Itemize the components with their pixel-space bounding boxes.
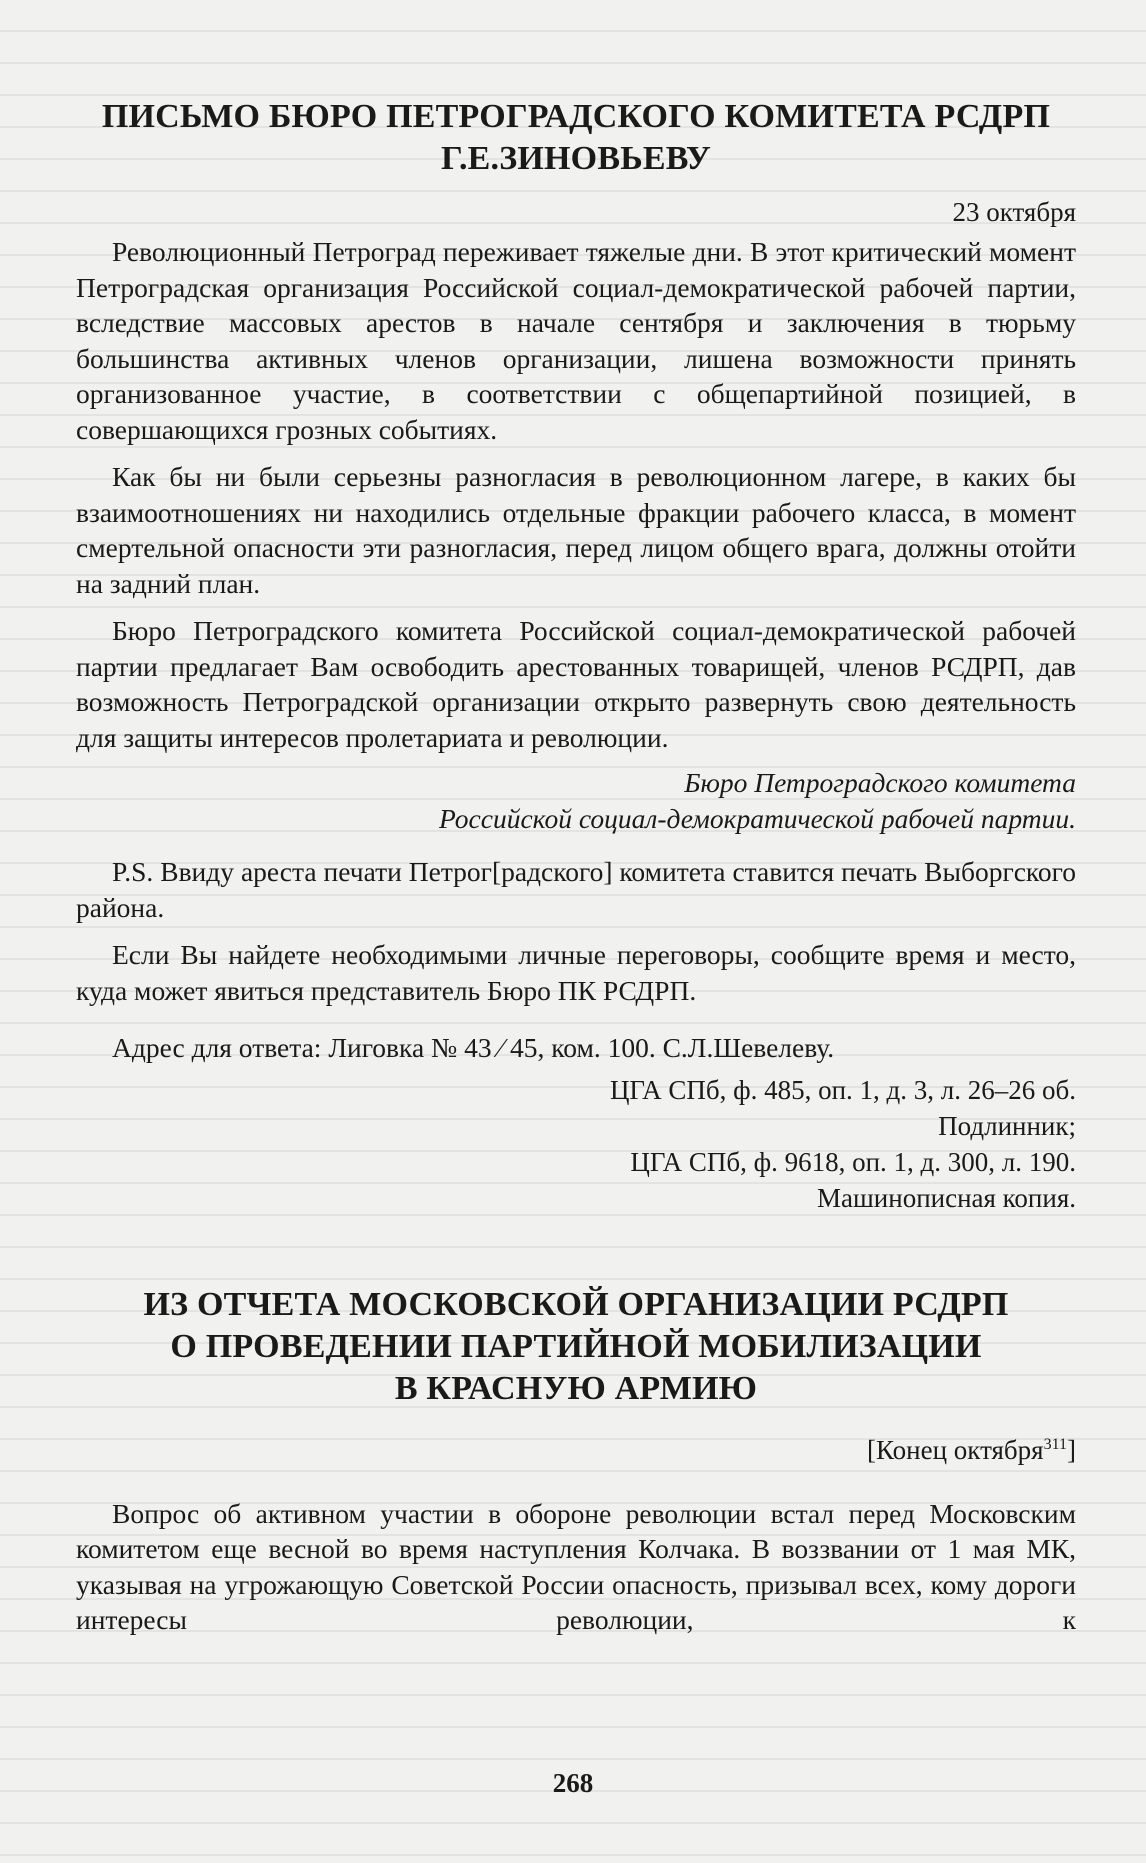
letter-signature xyxy=(76,765,1076,836)
report-title-line-3: В КРАСНУЮ АРМИЮ xyxy=(394,1369,758,1407)
report-date xyxy=(76,1432,1076,1468)
letter-date: 23 октября xyxy=(952,197,1076,227)
report-date-text: [Конец октября xyxy=(867,1434,1044,1465)
page-number: 268 xyxy=(552,1768,594,1798)
letter-paragraph-3: Бюро Петроградского комитета Российской социал-демократической рабочей партии предлагает Вам освободить арестованных товарищей, членов РСДРП, дав возможность Петроградской организации открыто развернуть свою деятельность для защиты интересов пролетариата и революции. xyxy=(76,615,1076,753)
letter-paragraph-1: Революционный Петроград переживает тяжелые дни. В этот критический момент Петроградская организация Российской социал-демократической рабочей партии, вследствие массовых арестов в начале сентября и заключения в тюрьму большинства активных членов организации, лишена возможности принять организованное участие, в соответствии с общепартийной позицией, в совершающихся грозных событиях. xyxy=(76,236,1076,445)
report-paragraph: Вопрос об активном участии в обороне революции встал перед Московским комитетом еще весной во время наступления Колчака. В воззвании от 1 мая МК, указывая на угрожающую Советской России опасность, призывал всех, кому дороги интересы революции, к xyxy=(76,1497,1076,1635)
signature-line-1: Бюро Петроградского комитета xyxy=(684,767,1076,798)
letter-title xyxy=(76,96,1076,180)
archival-source xyxy=(76,1072,1076,1216)
letter-title-line-2: Г.Е.ЗИНОВЬЕВУ xyxy=(440,140,712,177)
letter-paragraph-2: Как бы ни были серьезны разногласия в революционном лагере, в каких бы взаимоотношениях ни находились отдельные фракции рабочего класса, в момент смертельной опасности эти разногласия, перед лицом общего врага, должны отойти на задний план. xyxy=(76,461,1076,599)
postscript-2: Если Вы найдете необходимыми личные переговоры, сообщите время и место, куда может явиться представитель Бюро ПК РСДРП. xyxy=(76,939,1076,1006)
postscript-address: Адрес для ответа: Лиговка № 43 ⁄ 45, ком. 100. С.Л.Шевелеву. xyxy=(112,1032,835,1063)
report-title-line-2: О ПРОВЕДЕНИИ ПАРТИЙНОЙ МОБИЛИЗАЦИИ xyxy=(170,1327,982,1365)
page-content xyxy=(76,96,1076,1638)
source-line-3: ЦГА СПб, ф. 9618, оп. 1, д. 300, л. 190. xyxy=(630,1146,1076,1177)
footnote-ref: 311 xyxy=(1043,1435,1067,1453)
letter-section xyxy=(76,96,1076,1216)
report-title-line-1: ИЗ ОТЧЕТА МОСКОВСКОЙ ОРГАНИЗАЦИИ РСДРП xyxy=(143,1285,1009,1323)
source-line-1: ЦГА СПб, ф. 485, оп. 1, д. 3, л. 26–26 об. xyxy=(609,1074,1076,1105)
postscript-1: P.S. Ввиду ареста печати Петрог[радского] комитета ставится печать Выборгского района. xyxy=(76,856,1076,923)
letter-title-line-1: ПИСЬМО БЮРО ПЕТРОГРАДСКОГО КОМИТЕТА РСДРП xyxy=(101,98,1051,135)
report-date-close: ] xyxy=(1067,1434,1076,1465)
report-section xyxy=(76,1284,1076,1638)
signature-line-2: Российской социал-демократической рабочей партии. xyxy=(438,802,1076,834)
report-title xyxy=(76,1284,1076,1410)
source-line-2: Подлинник; xyxy=(938,1110,1076,1141)
source-line-4: Машинописная копия. xyxy=(817,1182,1076,1213)
